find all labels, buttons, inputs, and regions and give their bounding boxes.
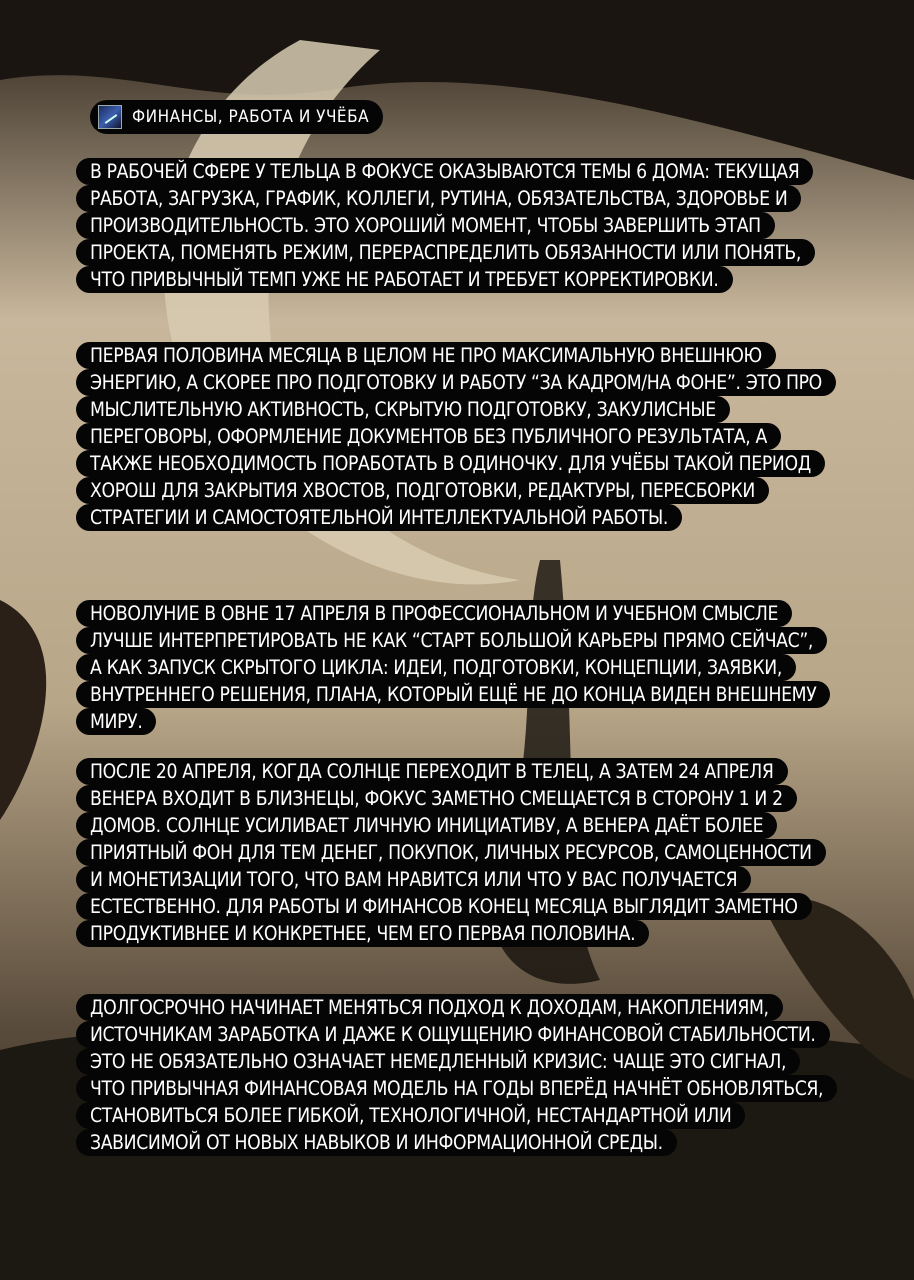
section-title: ФИНАНСЫ, РАБОТА И УЧЁБА xyxy=(132,107,370,127)
paragraph-1-text: В РАБОЧЕЙ СФЕРЕ У ТЕЛЬЦА В ФОКУСЕ ОКАЗЫВАЮТСЯ ТЕМЫ 6 ДОМА: ТЕКУЩАЯ РАБОТА, ЗАГРУЗКА, ГРАФИК, КОЛЛЕГИ, РУТИНА, ОБЯЗАТЕЛЬСТВА, ЗДОРОВЬЕ И ПРОИЗВОДИТЕЛЬНОСТЬ. ЭТО ХОРОШИЙ МОМЕНТ, ЧТОБЫ ЗАВЕРШИТЬ ЭТАП ПРОЕКТА, ПОМЕНЯТЬ РЕЖИМ, ПЕРЕРАСПРЕДЕЛИТЬ ОБЯЗАННОСТИ ИЛИ ПОНЯТЬ, ЧТО ПРИВЫЧНЫЙ ТЕМП УЖЕ НЕ РАБОТАЕТ И ТРЕБУЕТ КОРРЕКТИРОВКИ. xyxy=(76,158,815,293)
section-header xyxy=(90,100,383,134)
paragraph-4-text: ПОСЛЕ 20 АПРЕЛЯ, КОГДА СОЛНЦЕ ПЕРЕХОДИТ В ТЕЛЕЦ, А ЗАТЕМ 24 АПРЕЛЯ ВЕНЕРА ВХОДИТ В БЛИЗНЕЦЫ, ФОКУС ЗАМЕТНО СМЕЩАЕТСЯ В СТОРОНУ 1 И 2 ДОМОВ. СОЛНЦЕ УСИЛИВАЕТ ЛИЧНУЮ ИНИЦИАТИВУ, А ВЕНЕРА ДАЁТ БОЛЕЕ ПРИЯТНЫЙ ФОН ДЛЯ ТЕМ ДЕНЕГ, ПОКУПОК, ЛИЧНЫХ РЕСУРСОВ, САМОЦЕННОСТИ И МОНЕТИЗАЦИИ ТОГО, ЧТО ВАМ НРАВИТСЯ ИЛИ ЧТО У ВАС ПОЛУЧАЕТСЯ ЕСТЕСТВЕННО. ДЛЯ РАБОТЫ И ФИНАНСОВ КОНЕЦ МЕСЯЦА ВЫГЛЯДИТ ЗАМЕТНО ПРОДУКТИВНЕЕ И КОНКРЕТНЕЕ, ЧЕМ ЕГО ПЕРВАЯ ПОЛОВИНА. xyxy=(76,758,826,947)
night-sky-icon xyxy=(98,105,122,129)
paragraph-3 xyxy=(76,600,824,735)
paragraph-4 xyxy=(76,758,824,947)
paragraph-1 xyxy=(76,158,824,293)
paragraph-5 xyxy=(76,994,824,1156)
paragraph-2-text: ПЕРВАЯ ПОЛОВИНА МЕСЯЦА В ЦЕЛОМ НЕ ПРО МАКСИМАЛЬНУЮ ВНЕШНЮЮ ЭНЕРГИЮ, А СКОРЕЕ ПРО ПОДГОТОВКУ И РАБОТУ “ЗА КАДРОМ/НА ФОНЕ”. ЭТО ПРО МЫСЛИТЕЛЬНУЮ АКТИВНОСТЬ, СКРЫТУЮ ПОДГОТОВКУ, ЗАКУЛИСНЫЕ ПЕРЕГОВОРЫ, ОФОРМЛЕНИЕ ДОКУМЕНТОВ БЕЗ ПУБЛИЧНОГО РЕЗУЛЬТАТА, А ТАКЖЕ НЕОБХОДИМОСТЬ ПОРАБОТАТЬ В ОДИНОЧКУ. ДЛЯ УЧЁБЫ ТАКОЙ ПЕРИОД ХОРОШ ДЛЯ ЗАКРЫТИЯ ХВОСТОВ, ПОДГОТОВКИ, РЕДАКТУРЫ, ПЕРЕСБОРКИ СТРАТЕГИИ И САМОСТОЯТЕЛЬНОЙ ИНТЕЛЛЕКТУАЛЬНОЙ РАБОТЫ. xyxy=(76,342,836,531)
paragraph-3-text: НОВОЛУНИЕ В ОВНЕ 17 АПРЕЛЯ В ПРОФЕССИОНАЛЬНОМ И УЧЕБНОМ СМЫСЛЕ ЛУЧШЕ ИНТЕРПРЕТИРОВАТЬ НЕ КАК “СТАРТ БОЛЬШОЙ КАРЬЕРЫ ПРЯМО СЕЙЧАС”, А КАК ЗАПУСК СКРЫТОГО ЦИКЛА: ИДЕИ, ПОДГОТОВКИ, КОНЦЕПЦИИ, ЗАЯВКИ, ВНУТРЕННЕГО РЕШЕНИЯ, ПЛАНА, КОТОРЫЙ ЕЩЁ НЕ ДО КОНЦА ВИДЕН ВНЕШНЕМУ МИРУ. xyxy=(76,600,830,735)
paragraph-2 xyxy=(76,342,824,531)
paragraph-5-text: ДОЛГОСРОЧНО НАЧИНАЕТ МЕНЯТЬСЯ ПОДХОД К ДОХОДАМ, НАКОПЛЕНИЯМ, ИСТОЧНИКАМ ЗАРАБОТКА И ДАЖЕ К ОЩУЩЕНИЮ ФИНАНСОВОЙ СТАБИЛЬНОСТИ. ЭТО НЕ ОБЯЗАТЕЛЬНО ОЗНАЧАЕТ НЕМЕДЛЕННЫЙ КРИЗИС: ЧАЩЕ ЭТО СИГНАЛ, ЧТО ПРИВЫЧНАЯ ФИНАНСОВАЯ МОДЕЛЬ НА ГОДЫ ВПЕРЁД НАЧНЁТ ОБНОВЛЯТЬСЯ, СТАНОВИТЬСЯ БОЛЕЕ ГИБКОЙ, ТЕХНОЛОГИЧНОЙ, НЕСТАНДАРТНОЙ ИЛИ ЗАВИСИМОЙ ОТ НОВЫХ НАВЫКОВ И ИНФОРМАЦИОННОЙ СРЕДЫ. xyxy=(76,994,837,1156)
